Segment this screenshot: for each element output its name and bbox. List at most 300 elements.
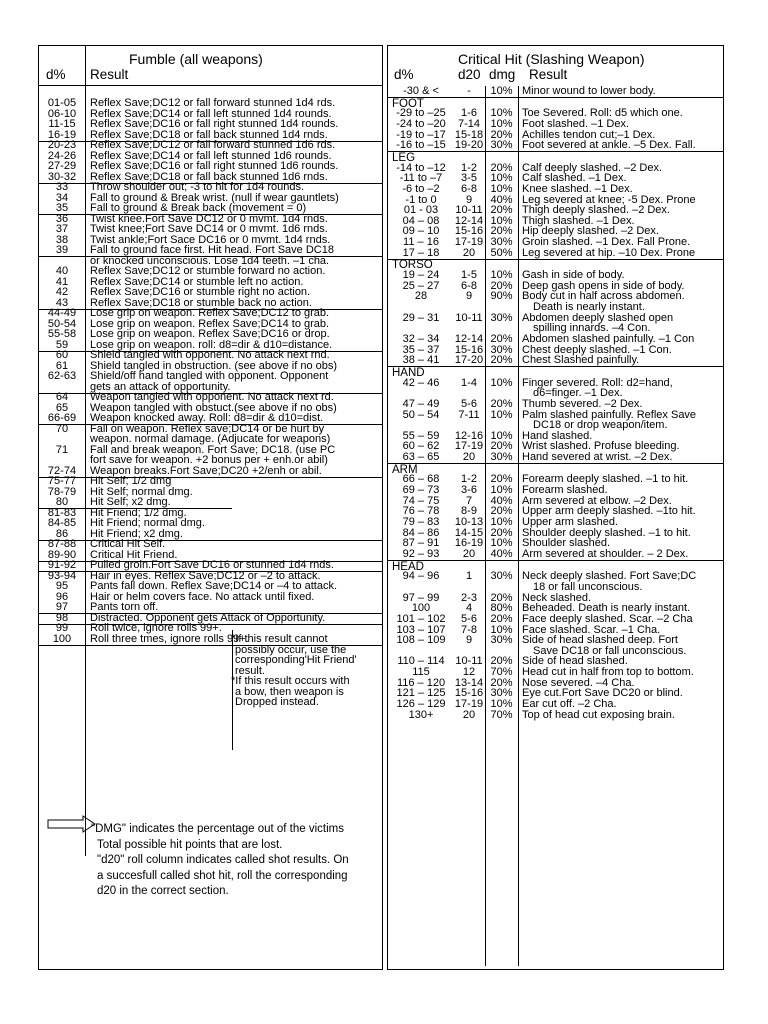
- critical-dmg: 20%: [490, 676, 513, 689]
- critical-dmg: 10%: [490, 408, 513, 421]
- critical-dmg: 20%: [490, 612, 513, 625]
- critical-roll: 01 - 03: [403, 204, 439, 217]
- critical-dmg: 30%: [490, 139, 513, 152]
- fumble-result: Twist knee;Fort Save DC14 or 0 mvmt. 1d6 rnds.: [90, 223, 328, 235]
- critical-roll: 19 – 24: [402, 269, 440, 282]
- critical-section-heading: HAND: [392, 366, 425, 379]
- critical-d20: -: [467, 85, 471, 97]
- critical-result: Hand slashed.: [522, 429, 593, 442]
- fumble-roll: 93-94: [47, 569, 77, 582]
- critical-result: d6=finger. –1 Dex.: [533, 387, 623, 400]
- fumble-result: Lose grip on weapon. Reflex Save;DC14 to grab.: [90, 317, 330, 330]
- critical-roll: 50 – 54: [402, 408, 440, 421]
- critical-dmg: 10%: [490, 484, 513, 497]
- fumble-roll: 84-85: [47, 517, 77, 529]
- fumble-result: gets an attack of opportunity.: [90, 380, 231, 393]
- critical-d20: 9: [465, 290, 473, 303]
- fumble-result: Hit Friend; x2 dmg.: [90, 527, 183, 540]
- critical-roll: 47 – 49: [402, 397, 440, 410]
- critical-result: Achilles tendon cut;–1 Dex.: [522, 128, 656, 141]
- critical-roll: -19 to –17: [396, 128, 446, 141]
- critical-roll: 76 – 78: [402, 505, 440, 518]
- critical-roll: 29 – 31: [402, 311, 440, 324]
- fumble-result: Reflex Save;DC16 or fall right stunned 1d4 rounds.: [90, 118, 339, 130]
- fumble-roll: 86: [55, 527, 69, 540]
- critical-d20: 7: [465, 494, 473, 507]
- critical-roll: 116 – 120: [396, 676, 446, 689]
- critical-dmg: 20%: [490, 655, 513, 668]
- critical-roll: -30 & <: [403, 85, 439, 97]
- critical-roll: 55 – 59: [402, 429, 440, 442]
- critical-d20: 20: [462, 547, 476, 560]
- critical-result: Hand severed at wrist. –2 Dex.: [522, 451, 673, 464]
- fumble-result: Reflex Save;DC16 or fall right stunned 1d6 rounds.: [90, 160, 339, 172]
- critical-d20: 13-14: [454, 676, 484, 689]
- critical-roll: 110 – 114: [397, 655, 445, 668]
- fumble-roll: 55-58: [47, 328, 77, 340]
- critical-section-heading: TORSO: [392, 259, 433, 272]
- critical-d20: 5-6: [461, 397, 477, 410]
- fumble-result: Shield tangled in obstruction. (see above if no obs): [90, 359, 338, 372]
- fumble-roll: 27-29: [47, 160, 77, 172]
- fumble-result: Hit Self; normal dmg.: [90, 485, 193, 498]
- critical-d20: 14-15: [454, 526, 484, 539]
- fumble-result: Fall to ground & Break back (movement = 0): [90, 202, 307, 214]
- fumble-result: Pulled groin.Fort Save DC16 or stunned 1d4 rnds.: [90, 559, 334, 571]
- critical-dmg: 30%: [490, 634, 513, 647]
- critical-dmg: 10%: [490, 182, 513, 195]
- critical-result: 18 or fall unconscious.: [533, 580, 643, 593]
- critical-dmg: 20%: [490, 505, 513, 518]
- fumble-result: Reflex Save;DC12 or fall forward stunned 1d6 rds.: [90, 139, 336, 151]
- critical-d20: 1-6: [461, 107, 477, 120]
- fumble-roll: 39: [55, 244, 69, 256]
- footnote-line: "d20" roll column indicates called shot results. On: [97, 854, 349, 866]
- critical-dmg: 10%: [490, 85, 513, 97]
- side-note-line: a bow, then weapon is: [235, 686, 344, 698]
- critical-d20: 10-11: [455, 204, 483, 217]
- critical-roll: 17 – 18: [402, 246, 440, 259]
- critical-section-rule: [388, 463, 723, 464]
- fumble-roll: 99: [55, 622, 69, 634]
- critical-d20: 1-2: [461, 473, 477, 486]
- critical-result: Neck deeply slashed. Fort Save;DC: [522, 570, 697, 583]
- critical-dmg: 20%: [490, 332, 513, 345]
- critical-d20: 7-14: [457, 117, 481, 130]
- critical-section-rule: [388, 560, 723, 561]
- fumble-roll: 36: [55, 212, 69, 225]
- side-note-line: result.: [235, 665, 265, 677]
- critical-roll: 100: [411, 602, 431, 615]
- critical-d20: 1-4: [461, 376, 477, 389]
- fumble-roll: 35: [55, 202, 69, 214]
- fumble-result: Reflex Save;DC12 or stumble forward no action.: [90, 265, 326, 277]
- critical-d20: 20: [462, 451, 476, 464]
- critical-d20: 15-16: [454, 225, 484, 238]
- critical-row: [388, 140, 723, 151]
- critical-section-heading: ARM: [392, 463, 418, 476]
- fumble-result: Distracted. Opponent gets Attack of Opportunity.: [90, 611, 326, 624]
- critical-d20: 12-14: [454, 214, 484, 227]
- side-note-line: *If this result occurs with: [231, 675, 350, 687]
- critical-dmg: 30%: [490, 311, 513, 324]
- fumble-roll: 06-10: [47, 107, 77, 120]
- fumble-result: Fall to ground & Break wrist. (null if wear gauntlets): [90, 191, 339, 204]
- critical-roll: 35 – 37: [402, 343, 440, 356]
- critical-roll: 79 – 83: [402, 516, 440, 528]
- critical-d20: 1: [465, 570, 473, 583]
- critical-dmg: 30%: [490, 451, 513, 464]
- critical-dmg: 20%: [490, 591, 513, 604]
- fumble-roll: 78-79: [47, 485, 77, 498]
- fumble-result: Pants torn off.: [90, 601, 159, 613]
- critical-result: Toe Severed. Roll: d5 which one.: [522, 107, 683, 120]
- critical-roll: 60 – 62: [402, 440, 440, 453]
- fumble-roll: 40: [55, 265, 69, 277]
- fumble-roll: 87-88: [47, 538, 77, 550]
- critical-roll: 11 – 16: [403, 236, 439, 249]
- fumble-result: Hair or helm covers face. No attack until fixed.: [90, 590, 315, 603]
- critical-title: Critical Hit (Slashing Weapon): [458, 51, 645, 67]
- critical-roll: 38 – 41: [402, 354, 440, 367]
- critical-result: Leg severed at knee; -5 Dex. Prone: [522, 193, 696, 206]
- critical-dmg: 50%: [490, 246, 513, 259]
- fumble-result: Twist knee.Fort Save DC12 or 0 mvmt. 1d4 rnds.: [90, 212, 328, 225]
- critical-result: Wrist slashed. Profuse bleeding.: [522, 440, 680, 453]
- critical-result: Save DC18 or fall unconscious.: [533, 644, 687, 657]
- critical-roll: 84 – 86: [402, 526, 440, 539]
- fumble-roll: 66-69: [47, 412, 77, 424]
- critical-roll: 69 – 73: [402, 484, 440, 497]
- critical-dmg: 10%: [490, 172, 513, 185]
- fumble-roll: 30-32: [47, 170, 77, 183]
- critical-result: Upper arm slashed.: [522, 516, 618, 528]
- critical-row: [388, 86, 723, 97]
- critical-d20: 4: [465, 602, 473, 615]
- critical-d20: 3-6: [461, 484, 477, 497]
- fumble-roll: 50-54: [47, 317, 77, 330]
- critical-section-heading: FOOT: [392, 97, 424, 110]
- critical-roll: 63 – 65: [402, 451, 440, 464]
- critical-row: [388, 710, 723, 721]
- fumble-result: Fall on weapon. Reflex save;DC14 or be hurt by: [90, 422, 325, 435]
- critical-roll: 74 – 75: [402, 494, 440, 507]
- critical-roll: 32 – 34: [402, 332, 440, 345]
- fumble-result: Reflex Save;DC14 or fall left stunned 1d6 rounds.: [90, 149, 332, 162]
- fumble-roll: 65: [55, 401, 69, 414]
- critical-dmg: 40%: [490, 547, 513, 560]
- fumble-result: Critical Hit Friend.: [90, 548, 178, 561]
- critical-roll: 28: [414, 290, 428, 303]
- fumble-result: weapon. normal damage. (Adjucate for weapons): [90, 433, 331, 445]
- critical-result: Gash in side of body.: [522, 269, 625, 282]
- critical-result: DC18 or drop weapon/item.: [533, 419, 668, 432]
- critical-dmg: 10%: [490, 376, 513, 389]
- critical-d20: 10-13: [454, 516, 484, 528]
- critical-d20: 10-11: [455, 311, 483, 324]
- critical-roll: 108 – 109: [396, 634, 446, 647]
- fumble-result: Roll twice, ignore rolls 99+.: [90, 622, 222, 634]
- fumble-roll: 89-90: [47, 548, 77, 561]
- critical-result: Shoulder deeply slashed. –1 to hit.: [522, 526, 691, 539]
- critical-result: Minor wound to lower body.: [522, 85, 656, 97]
- critical-dmg: 90%: [490, 290, 513, 303]
- critical-result: Leg severed at hip. –10 Dex. Prone: [522, 246, 696, 259]
- footnote-line: Total possible hit points that are lost.: [97, 839, 283, 851]
- critical-d20: 8-9: [461, 505, 477, 518]
- critical-dmg: 10%: [490, 698, 513, 711]
- critical-result: Face slashed. Scar. –1 Cha.: [522, 623, 661, 636]
- fumble-roll: 11-15: [48, 118, 76, 130]
- fumble-header-rule: [39, 85, 382, 86]
- fumble-result: Reflex Save;DC18 or stumble back no action.: [90, 296, 312, 309]
- critical-d20: 16-19: [454, 537, 484, 550]
- critical-result: Chest Slashed painfully.: [522, 354, 640, 367]
- critical-roll: -11 to –7: [399, 172, 443, 185]
- critical-roll: -24 to –20: [396, 117, 446, 130]
- critical-header-d: d%: [394, 67, 414, 82]
- critical-section-rule: [388, 366, 723, 367]
- critical-roll: 126 – 129: [396, 698, 446, 711]
- critical-result: Forearm slashed.: [522, 484, 608, 497]
- fumble-result: Shield/off hand tangled with opponent. Opponent: [90, 370, 329, 382]
- critical-row: [388, 248, 723, 259]
- critical-result: Ear cut off. –2 Cha.: [522, 698, 617, 711]
- fumble-roll: 16-19: [47, 128, 77, 141]
- critical-dmg: 20%: [490, 473, 513, 486]
- fumble-title: Fumble (all weapons): [129, 51, 263, 67]
- critical-result: Foot severed at ankle. –5 Dex. Fall.: [522, 139, 696, 152]
- critical-result: Abdomen slashed painfully. –1 Con: [522, 332, 695, 345]
- critical-result: Thigh slashed. –1 Dex.: [522, 214, 635, 227]
- fumble-roll: 62-63: [47, 370, 77, 382]
- critical-d20: 1-5: [461, 269, 477, 282]
- critical-d20: 15-18: [454, 128, 484, 141]
- critical-dmg: 30%: [490, 570, 513, 583]
- critical-result: Finger severed. Roll: d2=hand,: [522, 376, 673, 389]
- critical-result: Arm severed at elbow. –2 Dex.: [522, 494, 672, 507]
- critical-result: Calf deeply slashed. –2 Dex.: [522, 161, 663, 174]
- critical-section-heading: HEAD: [392, 560, 424, 573]
- critical-row: [388, 355, 723, 366]
- critical-roll: 42 – 46: [402, 376, 440, 389]
- critical-d20: 12: [462, 666, 476, 679]
- critical-d20: 9: [465, 634, 473, 647]
- fumble-roll: 34: [55, 191, 69, 204]
- critical-dmg: 20%: [490, 161, 513, 174]
- critical-d20: 2-3: [461, 591, 477, 604]
- fumble-roll: 61: [55, 359, 69, 372]
- critical-d20: 20: [462, 708, 476, 721]
- fumble-roll: 20-23: [47, 139, 77, 151]
- critical-dmg: 20%: [490, 526, 513, 539]
- fumble-roll: 71: [55, 443, 69, 456]
- critical-roll: -14 to –12: [396, 161, 446, 174]
- critical-row: [388, 549, 723, 560]
- critical-dmg: 20%: [490, 440, 513, 453]
- fumble-table: [38, 45, 383, 970]
- critical-roll: 121 – 125: [396, 687, 446, 700]
- critical-d20: 1-2: [461, 161, 477, 174]
- critical-d20: 17-19: [454, 698, 484, 711]
- critical-result: Body cut in half across abdomen.: [522, 290, 685, 303]
- critical-roll: -1 to 0: [405, 193, 437, 206]
- critical-dmg: 30%: [490, 236, 513, 249]
- fumble-result: Weapon tangled with obstuct.(see above if no obs): [90, 401, 337, 414]
- fumble-result: Reflex Save;DC16 or stumble right no action.: [90, 286, 311, 298]
- critical-d20: 3-5: [461, 172, 477, 185]
- side-note-divider: [232, 630, 233, 750]
- critical-d20: 7-11: [458, 408, 480, 421]
- critical-roll: 87 – 91: [402, 537, 440, 550]
- critical-dmg: 30%: [490, 687, 513, 700]
- fumble-result: Twist ankle;Fort Sace DC16 or 0 mvmt. 1d4 rnds.: [90, 233, 331, 246]
- fumble-roll: 80: [55, 496, 69, 508]
- side-note-line: corresponding'Hit Friend': [235, 654, 357, 666]
- critical-dmg: 70%: [490, 666, 513, 679]
- critical-section-rule: [388, 151, 723, 152]
- fumble-result: Hit Self; 1/2 dmg: [90, 475, 172, 487]
- critical-d20: 17-19: [454, 440, 484, 453]
- fumble-result: Reflex Save;DC12 or fall forward stunned 1d4 rds.: [90, 97, 336, 109]
- critical-roll: -6 to –2: [402, 182, 440, 195]
- critical-result: Top of head cut exposing brain.: [522, 708, 675, 721]
- critical-result: spilling innards. –4 Con.: [533, 322, 651, 335]
- fumble-roll: 72-74: [47, 464, 77, 477]
- fumble-roll: 37: [55, 223, 69, 235]
- fumble-roll: 41: [55, 275, 69, 288]
- critical-header-d20: d20: [458, 67, 481, 82]
- critical-roll: -29 to –25: [396, 107, 446, 120]
- fumble-roll: 75-77: [47, 475, 77, 487]
- arrow-right-icon: [47, 815, 97, 833]
- fumble-result: Throw shoulder out; -3 to hit for 1d4 rounds.: [90, 181, 305, 193]
- critical-dmg: 10%: [490, 107, 513, 120]
- fumble-result: Lose grip on weapon. Reflex Save;DC16 or drop.: [90, 328, 330, 340]
- critical-result: Beheaded. Death is nearly instant.: [522, 602, 691, 615]
- fumble-result: Shield tangled with opponent. No attack next rnd.: [90, 349, 330, 361]
- critical-roll: 101 – 102: [396, 612, 446, 625]
- critical-dmg: 20%: [490, 354, 513, 367]
- fumble-roll: 95: [55, 580, 69, 592]
- footnote-line: d20 in the correct section.: [97, 885, 229, 897]
- critical-result: Face deeply slashed. Scar. –2 Cha: [522, 612, 693, 625]
- fumble-row: [39, 634, 382, 645]
- critical-dmg: 10%: [490, 117, 513, 130]
- critical-result: Groin slashed. –1 Dex. Fall Prone.: [522, 236, 691, 249]
- critical-dmg: 40%: [490, 494, 513, 507]
- critical-roll: 25 – 27: [402, 279, 440, 292]
- critical-section-heading: LEG: [392, 151, 416, 164]
- critical-dmg: 20%: [490, 204, 513, 217]
- fumble-roll: 43: [55, 296, 69, 309]
- critical-section-rule: [388, 97, 723, 98]
- fumble-roll: 100: [52, 632, 72, 645]
- critical-d20: 17-19: [454, 236, 484, 249]
- fumble-roll: 64: [55, 391, 69, 403]
- fumble-result: Hit Friend; normal dmg.: [90, 517, 205, 529]
- critical-d20: 15-16: [454, 687, 484, 700]
- critical-dmg: 10%: [490, 429, 513, 442]
- fumble-roll: 24-26: [47, 149, 77, 162]
- fumble-result: Reflex Save;DC14 or stumble left no action.: [90, 275, 304, 288]
- critical-roll: 09 – 10: [402, 225, 440, 238]
- critical-result: Chest deeply slashed. –1 Con.: [522, 343, 672, 356]
- footnote-line: a succesfull called shot hit, roll the corresponding: [97, 870, 348, 882]
- critical-result: Palm slashed painfully. Reflex Save: [522, 408, 697, 421]
- fumble-roll: 01-05: [47, 97, 77, 109]
- critical-dmg: 10%: [490, 214, 513, 227]
- critical-result: Hip deeply slashed. –2 Dex.: [522, 225, 659, 238]
- fumble-result: Hair in eyes. Reflex Save;DC12 or –2 to attack.: [90, 569, 321, 582]
- critical-result: Eye cut.Fort Save DC20 or blind.: [522, 687, 683, 700]
- critical-d20: 12-14: [454, 332, 484, 345]
- fumble-result: fort save for weapon. +2 bonus per + enh.or abil): [90, 454, 328, 466]
- fumble-roll: 97: [55, 601, 69, 613]
- critical-roll: 92 – 93: [402, 547, 440, 560]
- fumble-result: Roll three tmes, ignore rolls 99+.: [90, 632, 249, 645]
- fumble-header-result: Result: [90, 67, 129, 82]
- critical-dmg: 10%: [490, 537, 513, 550]
- critical-d20: 17-20: [454, 354, 484, 367]
- fumble-roll: 60: [55, 349, 69, 361]
- critical-result: Death is nearly instant.: [533, 301, 645, 313]
- critical-dmg: 30%: [490, 343, 513, 356]
- fumble-header-d: d%: [46, 67, 66, 82]
- critical-result: Knee slashed. –1 Dex.: [522, 182, 633, 195]
- fumble-result: Critical Hit Self.: [90, 538, 166, 550]
- critical-roll: 103 – 107: [396, 623, 446, 636]
- fumble-roll: 91-92: [47, 559, 77, 571]
- critical-result: Abdomen deeply slashed open: [522, 311, 674, 324]
- fumble-result: or knocked unconscious. Lose 1d4 teeth. –1 cha.: [90, 254, 330, 267]
- critical-row: [388, 452, 723, 463]
- footnote-line: "DMG" indicates the percentage out of the victims: [91, 823, 344, 835]
- critical-roll: 130+: [408, 708, 434, 721]
- critical-result: Calf slashed. –1 Dex.: [522, 172, 627, 185]
- critical-result: Forearm deeply slashed. –1 to hit.: [522, 473, 689, 486]
- critical-dmg: 20%: [490, 279, 513, 292]
- fumble-result: Reflex Save;DC18 or fall back stunned 1d6 rnds.: [90, 170, 328, 183]
- critical-result: Neck slashed.: [522, 591, 592, 604]
- critical-roll: 115: [412, 666, 430, 679]
- critical-roll: 66 – 68: [402, 473, 440, 486]
- fumble-roll: 98: [55, 611, 69, 624]
- fumble-roll: 44-49: [47, 307, 77, 319]
- fumble-result: Weapon knocked away. Roll: d8=dir & d10=dist.: [90, 412, 324, 424]
- critical-result: Foot slashed. –1 Dex.: [522, 117, 630, 130]
- fumble-result: Reflex Save;DC14 or fall left stunned 1d4 rounds.: [90, 107, 332, 120]
- critical-header-dmg: dmg: [489, 67, 516, 82]
- fumble-result: Hit Self; x2 dmg.: [90, 496, 171, 508]
- critical-result: Nose severed. –4 Cha.: [522, 676, 635, 689]
- critical-d20: 7-8: [461, 623, 477, 636]
- side-note-line: Dropped instead.: [235, 696, 319, 708]
- critical-result: Side of head slashed.: [522, 655, 628, 668]
- critical-d20: 6-8: [461, 279, 477, 292]
- critical-result: Side of head slashed deep. Fort: [522, 634, 678, 647]
- critical-d20: 15-16: [454, 343, 484, 356]
- critical-result: Deep gash opens in side of body.: [522, 279, 685, 292]
- fumble-roll: 70: [55, 422, 69, 435]
- critical-d20: 5-6: [461, 612, 477, 625]
- fumble-roll: 81-83: [47, 506, 77, 519]
- critical-result: Thigh deeply slashed. –2 Dex.: [522, 204, 670, 217]
- fumble-roll: 59: [55, 338, 69, 351]
- critical-d20: 19-20: [454, 139, 484, 152]
- fumble-result: Pants fall down. Reflex Save;DC14 or –4 to attack.: [90, 580, 338, 592]
- critical-dmg: 70%: [490, 708, 513, 721]
